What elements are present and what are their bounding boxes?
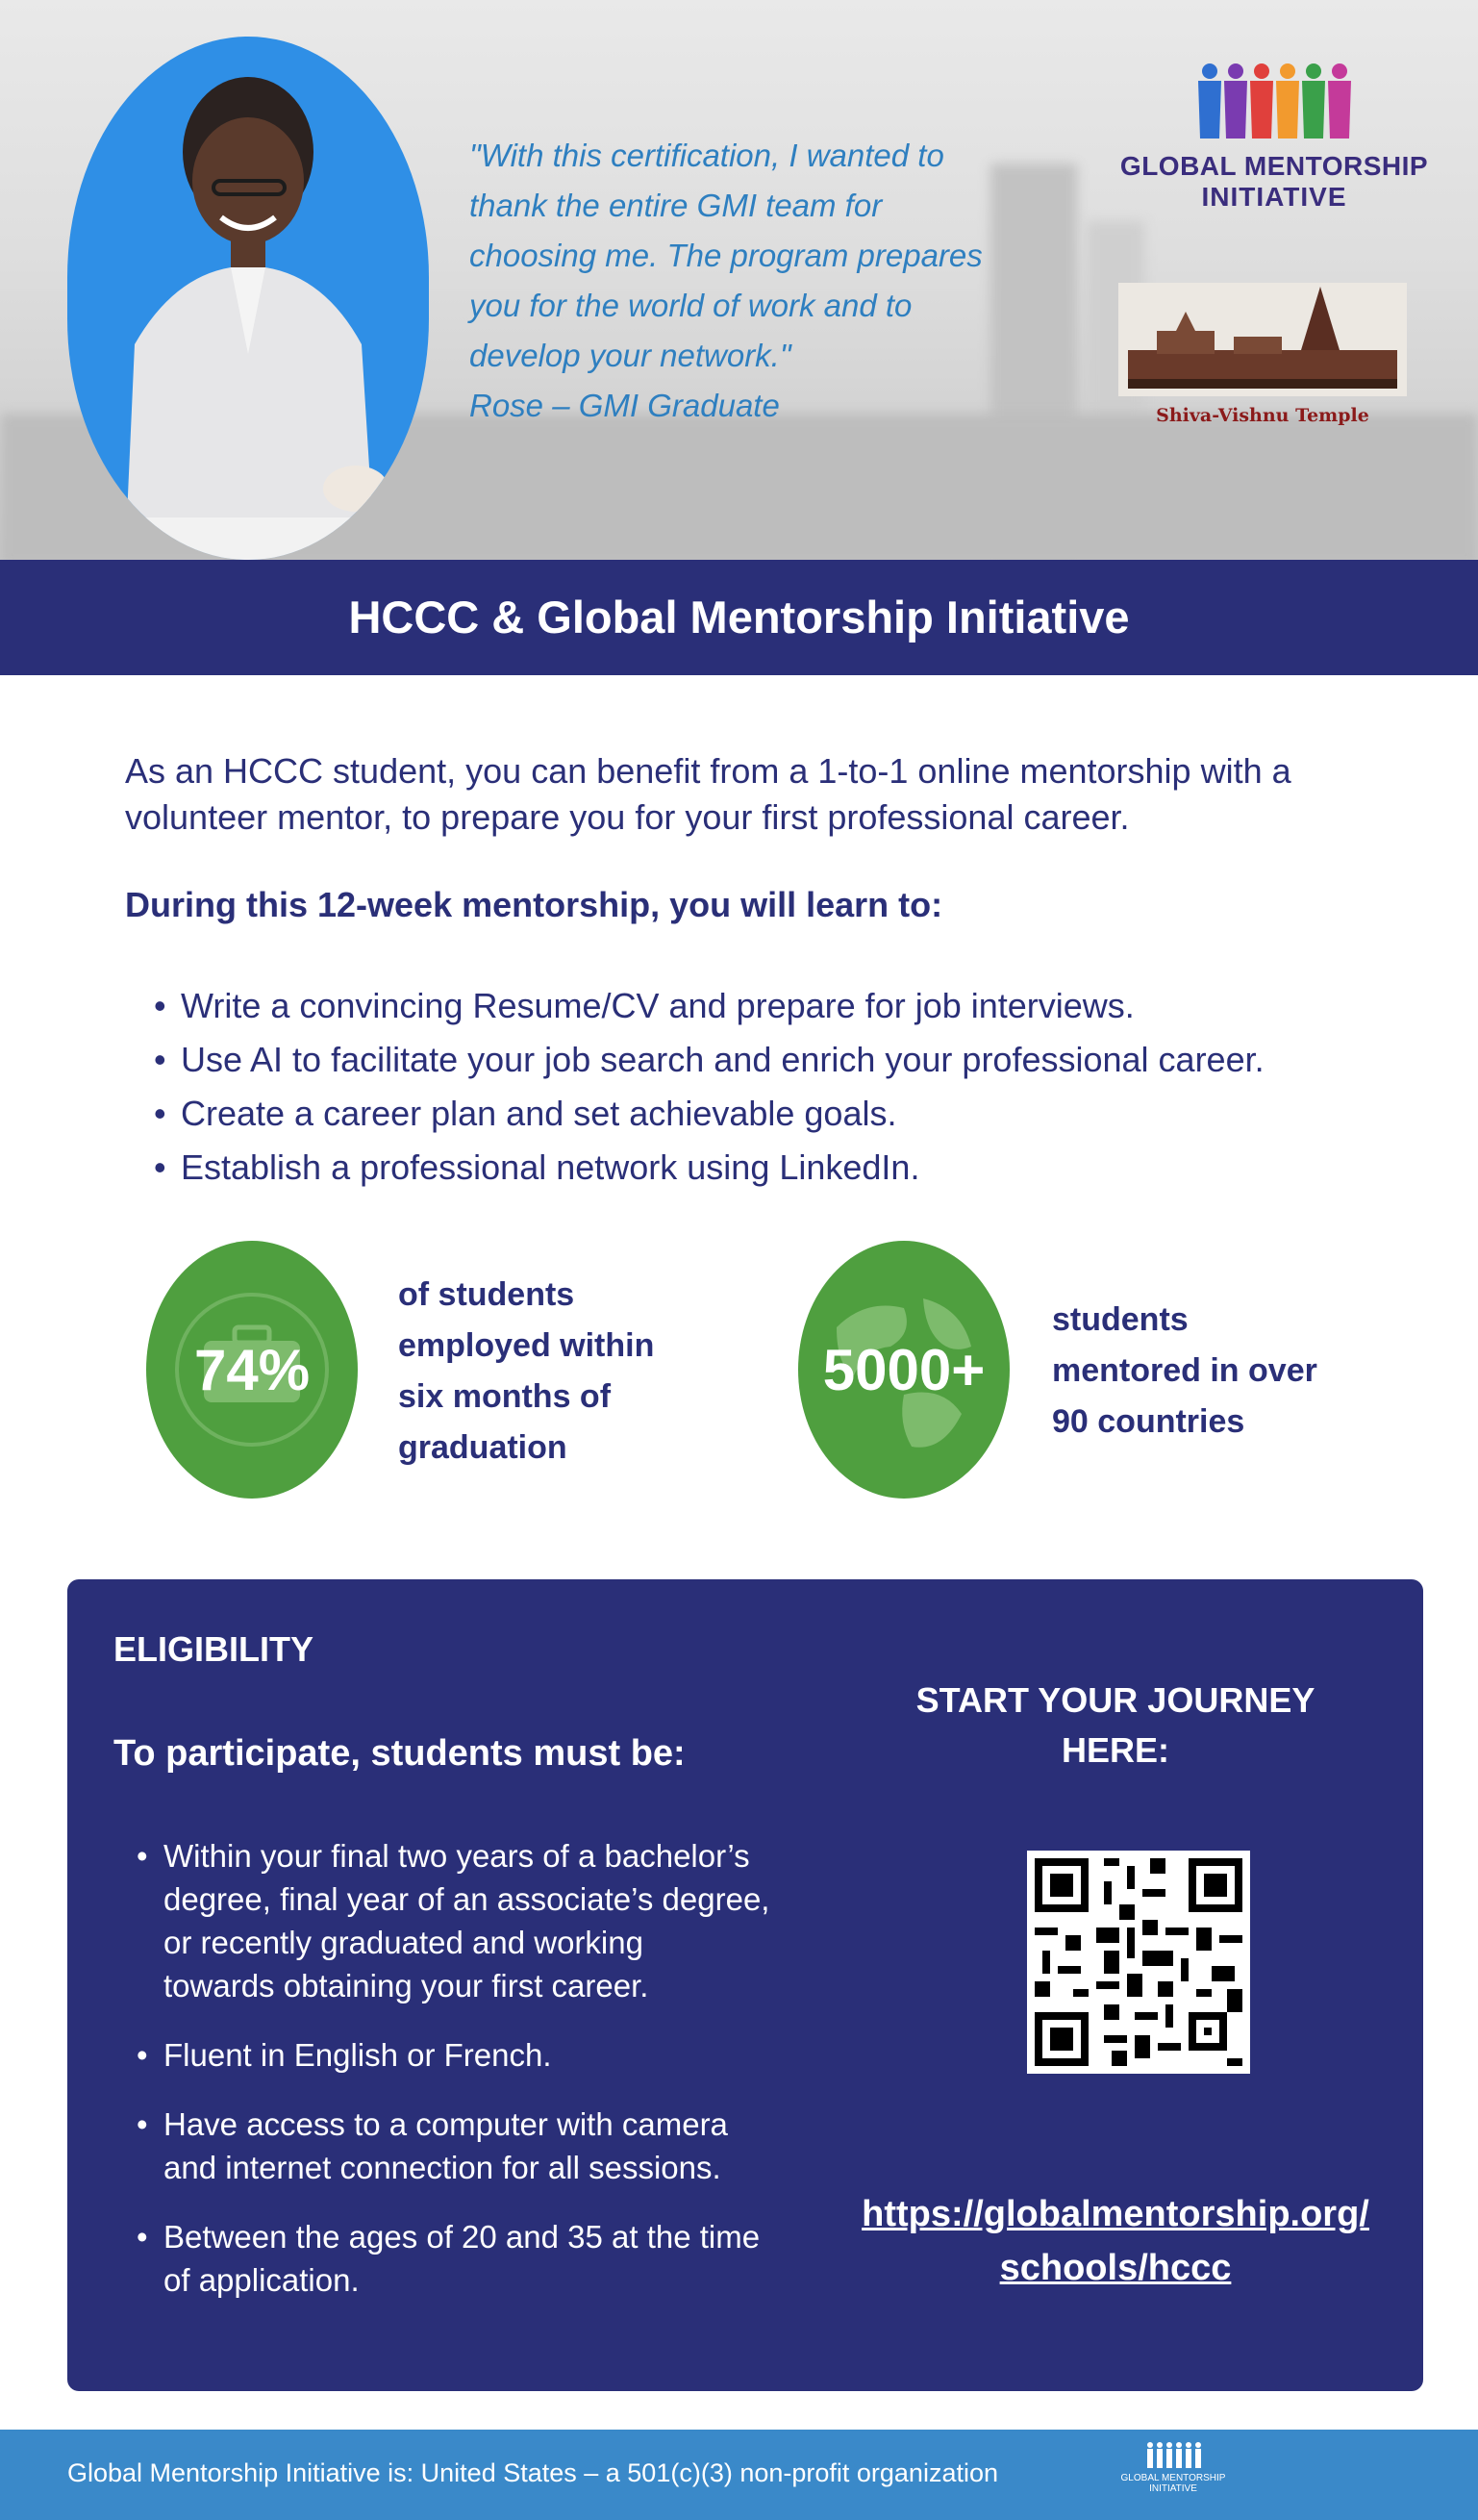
intro-line: As an HCCC student, you can benefit from a 1-to-1 online mentorship with a (125, 751, 1291, 791)
stat-line: 90 countries (1052, 1403, 1245, 1440)
stat-line: employed within (398, 1327, 655, 1364)
temple-logo (1117, 283, 1408, 426)
journey-line: START YOUR JOURNEY (915, 1680, 1315, 1720)
list-item-line: or recently graduated and working (163, 1925, 643, 1960)
journey-line: HERE: (1061, 1730, 1169, 1770)
people-logo-icon (1144, 2441, 1202, 2470)
link-line[interactable]: https://globalmentorship.org/ (862, 2194, 1369, 2234)
temple-caption: Shiva-Vishnu Temple (1156, 405, 1369, 426)
quote-line: thank the entire GMI team for (469, 188, 883, 223)
stat-line: graduation (398, 1429, 567, 1466)
footer-text: Global Mentorship Initiative is: United States – a 501(c)(3) non-profit organization (67, 2458, 998, 2487)
stat-line: students (1052, 1301, 1189, 1338)
stat-circle-mentored (798, 1241, 1010, 1499)
intro-line: volunteer mentor, to prepare you for your first professional career. (125, 797, 1130, 837)
hero-section (0, 0, 1478, 560)
stat-circle-employment (146, 1241, 358, 1499)
gmi-logo-line1: GLOBAL MENTORSHIP (1119, 151, 1429, 181)
qr-code[interactable] (1027, 1851, 1250, 2074)
learn-list (154, 979, 1404, 1195)
quote-line: you for the world of work and to (469, 288, 913, 323)
list-item-line: • Have access to a computer with camera (163, 2106, 728, 2142)
list-item (163, 2215, 817, 2302)
list-item-line: • Between the ages of 20 and 35 at the time (163, 2219, 761, 2255)
signup-link[interactable] (856, 2187, 1375, 2295)
eligibility-subheading: To participate, students must be: (113, 1733, 686, 1774)
stat-line: six months of (398, 1378, 612, 1415)
eligibility-panel (67, 1579, 1423, 2391)
learn-heading: During this 12-week mentorship, you will learn to: (125, 885, 943, 924)
list-item-line: and internet connection for all sessions. (163, 2150, 721, 2185)
page-title: HCCC & Global Mentorship Initiative (0, 560, 1478, 675)
testimonial-quote (469, 131, 1046, 431)
list-item: • Establish a professional network using LinkedIn. (154, 1141, 1404, 1195)
people-logo-icon (1192, 60, 1356, 140)
stat-line: of students (398, 1276, 575, 1313)
list-item: • Use AI to facilitate your job search and enrich your professional career. (154, 1033, 1404, 1087)
list-item (163, 2033, 817, 2077)
stat-value: 74% (193, 1337, 311, 1402)
temple-icon (1118, 283, 1407, 396)
list-item-line: • Within your final two years of a bachelor’s (163, 1838, 750, 1874)
footer-logo-line1: GLOBAL MENTORSHIP (1120, 2473, 1226, 2483)
list-item: • Write a convincing Resume/CV and prepare for job interviews. (154, 979, 1404, 1033)
gmi-logo-line2: INITIATIVE (1201, 182, 1347, 212)
quote-line: choosing me. The program prepares (469, 238, 983, 273)
footer-logo (1115, 2441, 1231, 2494)
intro-paragraph (125, 748, 1375, 841)
stat-value: 5000+ (822, 1337, 986, 1402)
quote-line: develop your network." (469, 338, 791, 373)
list-item-line: of application. (163, 2262, 360, 2298)
quote-line: "With this certification, I wanted to (469, 138, 944, 173)
eligibility-heading: ELIGIBILITY (113, 1629, 314, 1669)
list-item-line: degree, final year of an associate’s degree, (163, 1881, 770, 1917)
stat-text-employment (398, 1270, 654, 1474)
qr-code-icon (1027, 1851, 1250, 2074)
eligibility-list (163, 1834, 817, 2328)
list-item (163, 1834, 817, 2007)
journey-heading (894, 1676, 1337, 1776)
list-item (163, 2103, 817, 2189)
list-item-line: towards obtaining your first career. (163, 1968, 649, 2003)
link-line[interactable]: schools/hccc (999, 2248, 1232, 2288)
footer-logo-line2: INITIATIVE (1149, 2483, 1197, 2494)
stat-line: mentored in over (1052, 1352, 1317, 1389)
gmi-logo (1115, 60, 1433, 213)
stat-text-mentored (1052, 1295, 1317, 1448)
list-item-line: • Fluent in English or French. (163, 2037, 552, 2073)
quote-attribution: Rose – GMI Graduate (469, 388, 780, 423)
graduate-portrait (67, 37, 429, 560)
list-item: • Create a career plan and set achievable goals. (154, 1087, 1404, 1141)
footer (0, 2430, 1478, 2520)
